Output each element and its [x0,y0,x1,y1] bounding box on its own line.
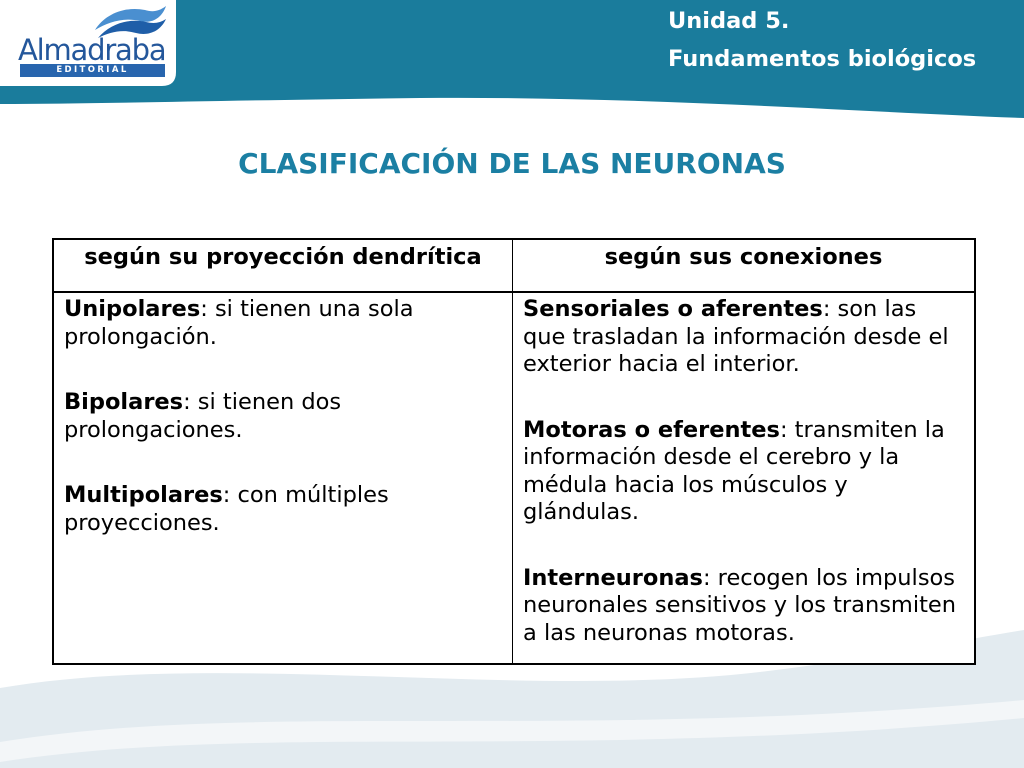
classification-item [523,565,959,648]
connections-cell [513,293,974,663]
classification-term: Motoras o eferentes [523,416,780,443]
classification-item [64,296,497,351]
classification-item [523,296,959,379]
subject-label: Fundamentos biológicos [668,46,977,72]
column-header-connections: según sus conexiones [513,240,974,293]
classification-term: Interneuronas [523,564,703,591]
logo-tagline: EDITORIAL [56,65,129,75]
classification-description: : si tienen dos prolongaciones. [64,389,342,443]
classification-item [64,389,497,444]
classification-description: : con múltiples proyecciones. [64,482,389,536]
classification-item [523,417,959,527]
classification-description: : si tienen una sola prolongación. [64,296,414,350]
column-header-dendritic: según su proyección dendrítica [54,240,513,293]
classification-description: : recogen los impulsos neuronales sensitivos y los transmiten a las neuronas motoras. [523,564,957,646]
classification-term: Bipolares [64,389,184,415]
dendritic-cell [54,293,513,663]
classification-item [64,482,497,537]
classification-description: : transmiten la información desde el cerebro y la médula hacia los músculos y glándulas. [523,416,945,525]
classification-term: Multipolares [64,482,223,508]
classification-table [52,238,976,665]
classification-term: Unipolares [64,296,201,322]
unit-label: Unidad 5. [668,8,790,34]
page-title: CLASIFICACIÓN DE LAS NEURONAS [238,147,786,180]
classification-description: : son las que trasladan la información desde el exterior hacia el interior. [523,296,949,377]
logo-name: Almadraba [18,33,166,67]
classification-term: Sensoriales o aferentes [523,296,823,322]
